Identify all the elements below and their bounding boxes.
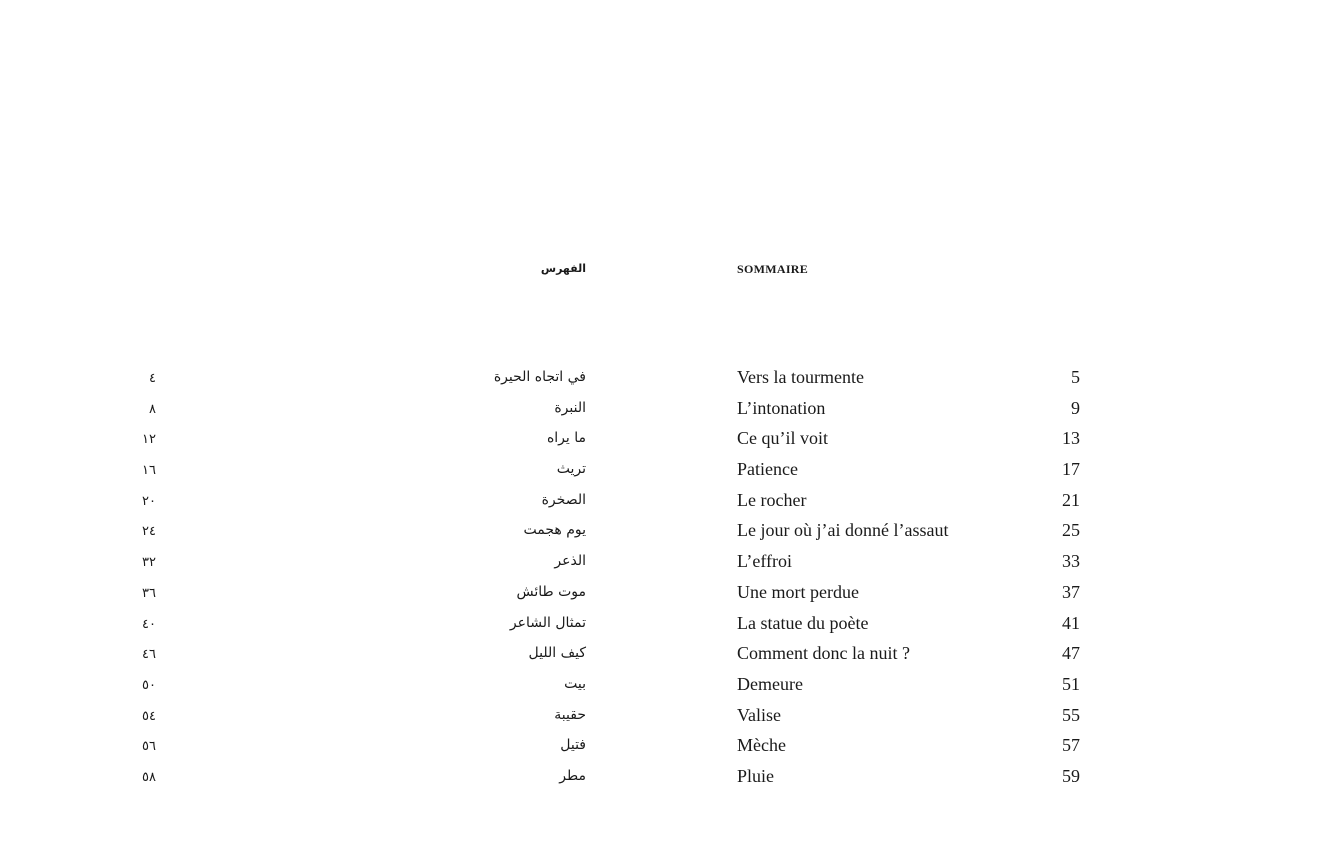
arabic-title: فتيل [560,737,586,754]
arabic-title: موت طائش [516,583,586,600]
arabic-page-number: ٥٠ [142,677,156,693]
toc-row [0,611,1322,642]
arabic-title: ما يراه [546,430,586,447]
arabic-title: حقيبة [554,706,586,723]
arabic-title: تمثال الشاعر [509,614,586,631]
arabic-toc-heading: الفهرس [540,262,586,275]
arabic-page-number: ٢٠ [142,493,156,509]
french-page-number: 37 [1062,581,1080,602]
arabic-page-number: ١٦ [142,463,156,479]
arabic-title: يوم هجمت [523,522,586,539]
arabic-page-number: ٨ [149,401,156,417]
arabic-title: الصخرة [541,491,586,508]
arabic-page-number: ٢٤ [142,524,156,540]
arabic-page-number: ٣٢ [142,555,156,571]
toc-row [0,733,1322,764]
french-title: Le rocher [737,489,807,510]
toc-row [0,426,1322,457]
toc-row [0,396,1322,427]
table-of-contents [0,365,1322,795]
french-page-number: 51 [1062,673,1080,694]
french-title: L’intonation [737,397,826,418]
arabic-title: بيت [564,675,586,692]
arabic-page-number: ٤٦ [142,647,156,663]
arabic-page-number: ٥٦ [142,739,156,755]
arabic-page-number: ٤ [149,371,156,386]
french-page-number: 17 [1062,459,1080,480]
toc-row [0,580,1322,611]
french-title: Vers la tourmente [737,367,864,387]
french-page-number: 5 [1071,367,1080,387]
french-page-number: 59 [1062,765,1080,786]
french-title: Le jour où j’ai donné l’assaut [737,520,949,541]
french-page-number: 25 [1062,520,1080,541]
toc-row [0,488,1322,519]
french-title: Ce qu’il voit [737,428,828,449]
french-title: Pluie [737,765,775,786]
french-title: Mèche [737,735,786,756]
toc-row [0,365,1322,396]
arabic-title: النبرة [554,399,586,416]
french-title: Patience [737,459,798,480]
toc-row [0,672,1322,703]
arabic-title: مطر [559,767,586,784]
french-title: Comment donc la nuit ? [737,643,910,664]
french-page-number: 33 [1062,551,1080,572]
french-page-number: 13 [1062,428,1080,449]
arabic-title: الذعر [554,553,586,570]
arabic-page-number: ١٢ [142,432,156,448]
toc-row [0,518,1322,549]
arabic-page-number: ٤٠ [142,616,156,632]
toc-row [0,549,1322,580]
french-title: Valise [737,704,781,725]
french-page-number: 21 [1062,489,1080,510]
arabic-title: تريث [556,461,586,478]
french-title: Une mort perdue [737,581,859,602]
arabic-page-number: ٣٦ [142,585,156,601]
french-page-number: 47 [1062,643,1080,664]
toc-row [0,764,1322,795]
french-title: La statue du poète [737,612,869,633]
toc-row [0,703,1322,734]
arabic-page-number: ٥٨ [142,769,156,785]
french-toc-heading: SOMMAIRE [737,262,809,276]
arabic-page-number: ٥٤ [142,708,156,724]
french-title: L’effroi [737,551,792,572]
french-title: Demeure [737,673,803,694]
french-page-number: 41 [1062,612,1080,633]
arabic-title: كيف الليل [528,645,586,662]
arabic-title: في اتجاه الحيرة [493,369,586,385]
french-page-number: 55 [1062,704,1080,725]
french-page-number: 57 [1062,735,1080,756]
toc-row [0,641,1322,672]
toc-row [0,457,1322,488]
french-page-number: 9 [1071,397,1080,418]
